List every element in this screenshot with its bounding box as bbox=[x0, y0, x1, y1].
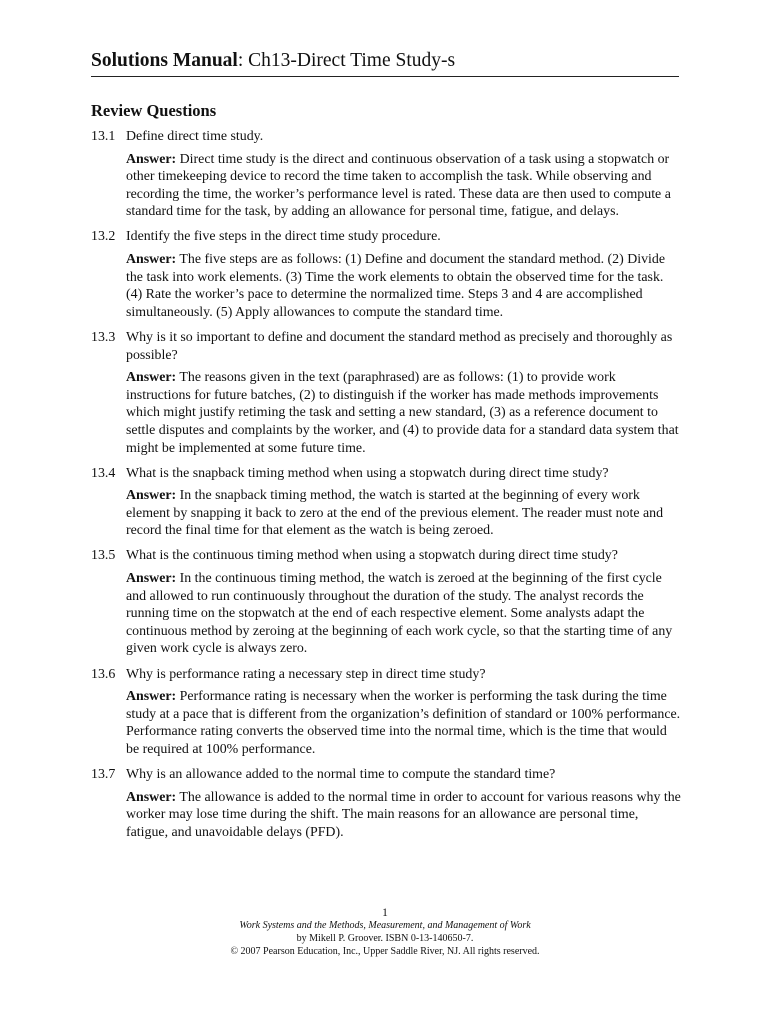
question-text: Define direct time study. bbox=[126, 129, 264, 144]
question bbox=[91, 329, 681, 364]
page-header bbox=[91, 48, 679, 77]
question-item bbox=[91, 228, 681, 321]
question-number: 13.5 bbox=[91, 548, 116, 564]
review-questions-list bbox=[91, 128, 681, 849]
page-footer bbox=[91, 906, 679, 958]
question-item bbox=[91, 128, 681, 221]
question-number: 13.2 bbox=[91, 229, 116, 245]
question bbox=[91, 766, 681, 784]
footer-copyright: © 2007 Pearson Education, Inc., Upper Saddle River, NJ. All rights reserved. bbox=[230, 945, 540, 957]
question-item bbox=[91, 547, 681, 658]
question-number: 13.3 bbox=[91, 329, 116, 345]
answer bbox=[91, 151, 681, 221]
answer bbox=[91, 369, 681, 457]
answer-text: The five steps are as follows: (1) Define and document the standard method. (2) Divide the task into work elements. (3) Time the work elements to obtain the observed time for the task. (4) Rate the worker’s pace to determine the normalized time. Steps 3 and 4 are accomplished simultaneously. (5) Apply allowances to compute the standard time. bbox=[126, 252, 666, 320]
answer-text: The allowance is added to the normal time in order to account for various reasons why the worker may lose time during the shift. The main reasons for an allowance are personal time, fatigue, and unavoidable delays (PFD). bbox=[126, 789, 681, 840]
question-text: Why is it so important to define and document the standard method as precisely and thoroughly as possible? bbox=[126, 329, 673, 363]
header-label: Solutions Manual bbox=[91, 50, 238, 71]
answer bbox=[91, 570, 681, 658]
question-number: 13.1 bbox=[91, 129, 116, 144]
answer-text: The reasons given in the text (paraphrased) are as follows: (1) to provide work instructions for future batches, (2) to distinguish if the worker has made methods improvements which might justify retiming the task and setting a new standard, (3) as a reference document to settle disputes and complaints by the worker, and (4) to provide data for a standard data system that might be implemented at some future time. bbox=[126, 370, 679, 456]
answer bbox=[91, 487, 681, 540]
answer-label: Answer: bbox=[126, 689, 177, 705]
page-number: 1 bbox=[382, 907, 388, 919]
answer-label: Answer: bbox=[126, 151, 177, 167]
footer-book-title: Work Systems and the Methods, Measurement, and Management of Work bbox=[239, 920, 531, 931]
answer-label: Answer: bbox=[126, 370, 177, 386]
question bbox=[91, 547, 681, 565]
answer-label: Answer: bbox=[126, 488, 177, 504]
answer bbox=[91, 688, 681, 758]
question-number: 13.6 bbox=[91, 666, 116, 682]
question bbox=[91, 128, 681, 146]
footer-author-line: by Mikell P. Groover. ISBN 0-13-140650-7. bbox=[296, 932, 474, 944]
question-item bbox=[91, 666, 681, 759]
answer-label: Answer: bbox=[126, 571, 177, 587]
question-text: Why is an allowance added to the normal time to compute the standard time? bbox=[126, 767, 556, 782]
question-item bbox=[91, 766, 681, 841]
answer bbox=[91, 789, 681, 842]
header-separator: : bbox=[237, 50, 249, 71]
question-number: 13.7 bbox=[91, 767, 116, 782]
question-text: Why is performance rating a necessary step in direct time study? bbox=[126, 666, 486, 682]
question bbox=[91, 465, 681, 483]
question-text: What is the snapback timing method when using a stopwatch during direct time study? bbox=[126, 465, 609, 481]
answer-text: In the snapback timing method, the watch is started at the beginning of every work element by snapping it back to zero at the end of the previous element. The reader must note and record the final time for that element as the watch is being zeroed. bbox=[126, 488, 664, 539]
question-item bbox=[91, 465, 681, 540]
question-text: Identify the five steps in the direct time study procedure. bbox=[126, 229, 441, 245]
answer-label: Answer: bbox=[126, 252, 177, 268]
question bbox=[91, 666, 681, 684]
header-chapter: Ch13-Direct Time Study-s bbox=[248, 50, 456, 71]
answer-label: Answer: bbox=[126, 789, 177, 805]
answer-text: In the continuous timing method, the watch is zeroed at the beginning of the first cycle and allowed to run continuously throughout the duration of the study. The analyst records the running time on the stopwatch at the end of each respective element. Some analysts adapt the continuous method by zeroing at the beginning of each work cycle, so that the starting time of any given work cycle is always zero. bbox=[126, 571, 673, 657]
question-number: 13.4 bbox=[91, 465, 116, 481]
question-text: What is the continuous timing method when using a stopwatch during direct time study? bbox=[126, 548, 618, 564]
question-item bbox=[91, 329, 681, 457]
section-title: Review Questions bbox=[91, 101, 217, 120]
answer bbox=[91, 251, 681, 321]
question bbox=[91, 228, 681, 246]
answer-text: Direct time study is the direct and continuous observation of a task using a stopwatch or other timekeeping device to record the time taken to accomplish the task. While observing and recording the time, the worker’s performance level is rated. These data are then used to compute a standard time for the task, by adding an allowance for personal time, fatigue, and delays. bbox=[126, 151, 671, 220]
answer-text: Performance rating is necessary when the worker is performing the task during the time study at a pace that is different from the organization’s definition of standard or 100% performance. Performance rating converts the observed time into the normal time, which is the time that would be required at 100% performance. bbox=[126, 689, 681, 757]
